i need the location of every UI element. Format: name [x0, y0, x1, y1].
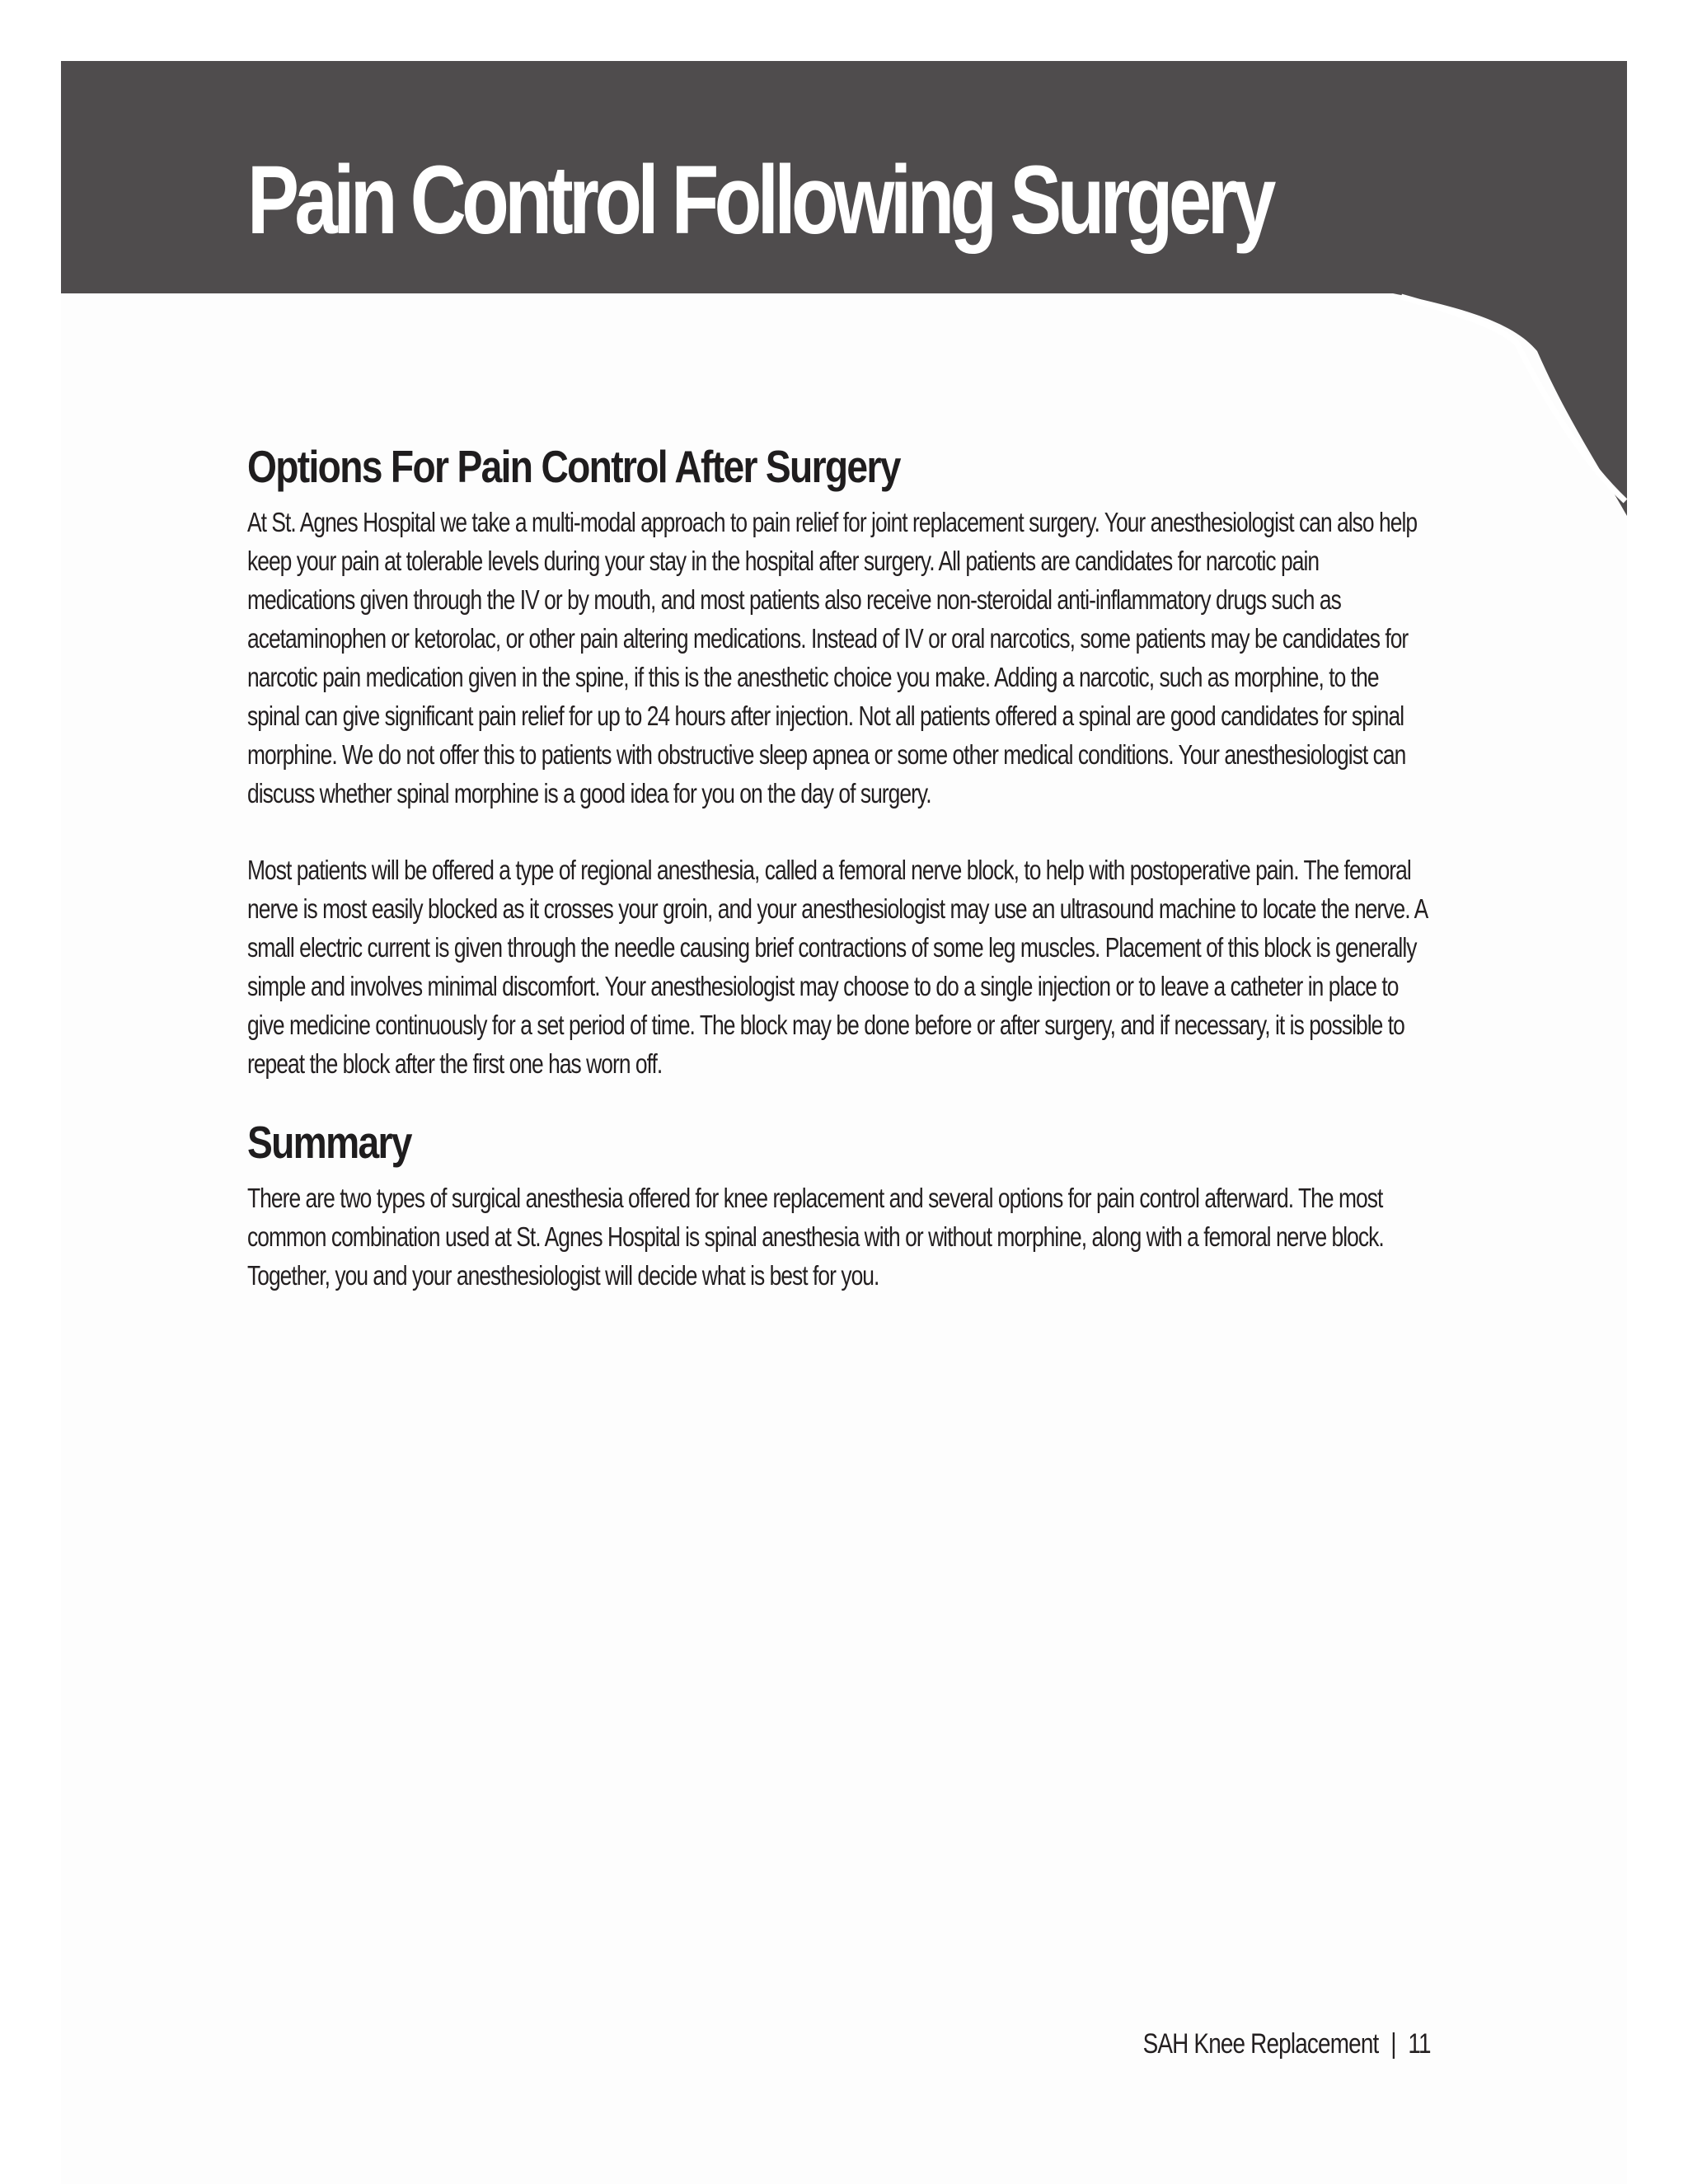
paragraph-femoral-nerve-block: Most patients will be offered a type of regional anesthesia, called a femoral nerve block, to help with postoperative pain. The femoral nerve is most easily blocked as it crosses your groin, and your anesthesiologist may use an ultrasound machine to locate the nerve. A small electric current is given through the needle causing brief contractions of some leg muscles. Placement of this block is generally simple and involves minimal discomfort. Your anesthesiologist may choose to do a single injection or to leave a catheter in place to give medicine continuously for a set period of time. The block may be done before or after surgery, and if necessary, it is possible to repeat the block after the first one has worn off. — [247, 855, 1427, 1079]
page-number: 11 — [1408, 2028, 1431, 2060]
footer-publication: SAH Knee Replacement — [1142, 2028, 1379, 2060]
paragraph-summary: There are two types of surgical anesthesia offered for knee replacement and several options for pain control afterward. The most common combination used at St. Agnes Hospital is spinal anesthesia with or without morphine, along with a femoral nerve block. Together, you and your anesthesiologist will decide what is best for you. — [247, 1183, 1384, 1291]
footer-separator: | — [1390, 2028, 1396, 2060]
paragraph-multimodal-approach: At St. Agnes Hospital we take a multi-modal approach to pain relief for joint replacement surgery. Your anesthesiologist can also help keep your pain at tolerable levels during your stay in the hospital after surgery. All patients are candidates for narcotic pain medications given through the IV or by mouth, and most patients also receive non-steroidal anti-inflammatory drugs such as acetaminophen or ketorolac, or other pain altering medications. Instead of IV or oral narcotics, some patients may be candidates for narcotic pain medication given in the spine, if this is the anesthetic choice you make. Adding a narcotic, such as morphine, to the spinal can give significant pain relief for up to 24 hours after injection. Not all patients offered a spinal are good candidates for spinal morphine. We do not offer this to patients with obstructive sleep apnea or some other medical conditions. Your anesthesiologist can discuss whether spinal morphine is a good idea for you on the day of surgery. — [247, 507, 1418, 808]
main-content — [247, 440, 1442, 1295]
page-title: Pain Control Following Surgery — [247, 146, 1272, 255]
section-spacer — [247, 1083, 1442, 1116]
section-heading-summary: Summary — [247, 1117, 411, 1168]
paragraph-spacer — [247, 813, 1442, 851]
page-footer — [1143, 2026, 1431, 2062]
section-heading-pain-control-options: Options For Pain Control After Surgery — [247, 441, 900, 492]
